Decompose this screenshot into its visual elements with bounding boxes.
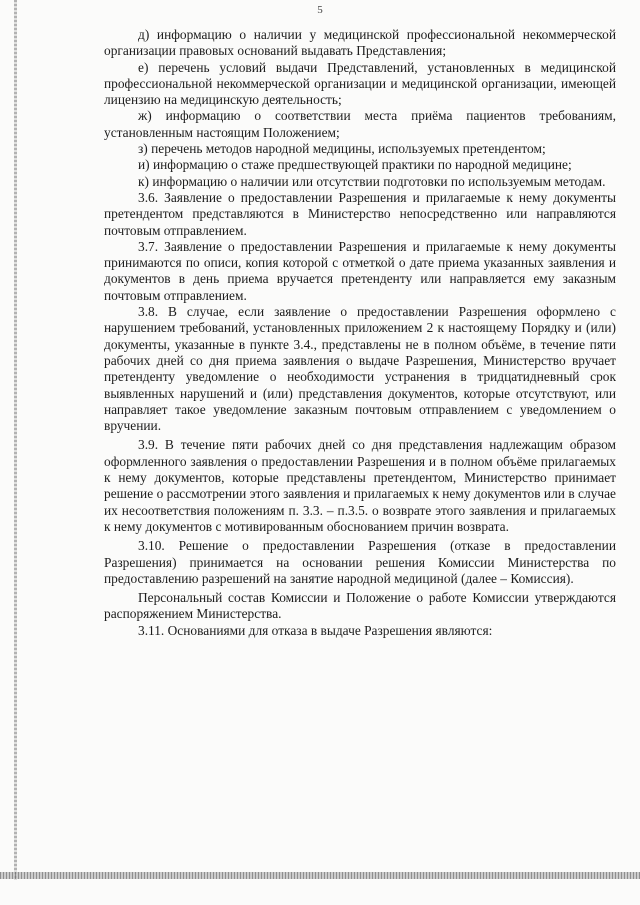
paragraph-d: д) информацию о наличии у медицинской профессиональной некоммерческой организации правовых оснований выдавать Представления; (104, 27, 616, 59)
paragraph-3-9: 3.9. В течение пяти рабочих дней со дня представления надлежащим образом оформленного заявления о предоставлении Разрешения и в полном объёме прилагаемых к нему документов, которые представлены претендентом, Министерство принимает решение о рассмотрении этого заявления и прилагаемых к нему документов или в случае их несоответствия положениям п. 3.3. – п.3.5. о возврате этого заявления и прилагаемых к нему документов с мотивированным обоснованием причин возврата. (104, 437, 616, 534)
paragraph-e: е) перечень условий выдачи Представлений, установленных в медицинской профессиональной некоммерческой организации и медицинской организации, имеющей лицензию на медицинскую деятельность; (104, 59, 616, 108)
paragraph-z: з) перечень методов народной медицины, используемых претендентом; (138, 141, 546, 157)
paragraph-3-10: 3.10. Решение о предоставлении Разрешения (отказе в предоставлении Разрешения) принимается на основании решения Комиссии Министерства по предоставлению разрешений на занятие народной медициной (далее – Комиссия). (104, 538, 616, 586)
paragraph-zh: ж) информацию о соответствии места приёма пациентов требованиям, установленным настоящим Положением; (104, 108, 616, 140)
document-body (104, 27, 616, 639)
paragraph-3-7: 3.7. Заявление о предоставлении Разрешения и прилагаемые к нему документы принимаются по описи, копия которой с отметкой о дате приема указанных заявления и документов в день приема вручается претенденту или направляется ему заказным почтовым отправлением. (104, 238, 616, 303)
scan-edge-bottom (0, 872, 640, 879)
scan-edge-left (14, 0, 17, 880)
paragraph-k: к) информацию о наличии или отсутствии подготовки по используемым методам. (138, 173, 606, 189)
paragraph-3-6: 3.6. Заявление о предоставлении Разрешения и прилагаемые к нему документы претендентом представляются в Министерство непосредственно или направляются почтовым отправлением. (104, 189, 616, 238)
paragraph-commission: Персональный состав Комиссии и Положение о работе Комиссии утверждаются распоряжением Министерства. (104, 590, 616, 622)
page-number: 5 (317, 4, 323, 16)
paragraph-i: и) информацию о стаже предшествующей практики по народной медицине; (138, 157, 572, 173)
paragraph-3-11: 3.11. Основаниями для отказа в выдаче Разрешения являются: (138, 622, 493, 638)
paragraph-3-8: 3.8. В случае, если заявление о предоставлении Разрешения оформлено с нарушением требований, установленных приложением 2 к настоящему Порядку и (или) документы, указанные в пункте 3.4., представлены не в полном объёме, в течение пяти рабочих дней со дня приема заявления о выдаче Разрешения, Министерство вручает претенденту уведомление о необходимости устранения в тридцатидневный срок выявленных нарушений и (или) представления документов, которые отсутствуют, или направляет такое уведомление заказным почтовым отправлением с уведомлением о вручении. (104, 304, 616, 434)
